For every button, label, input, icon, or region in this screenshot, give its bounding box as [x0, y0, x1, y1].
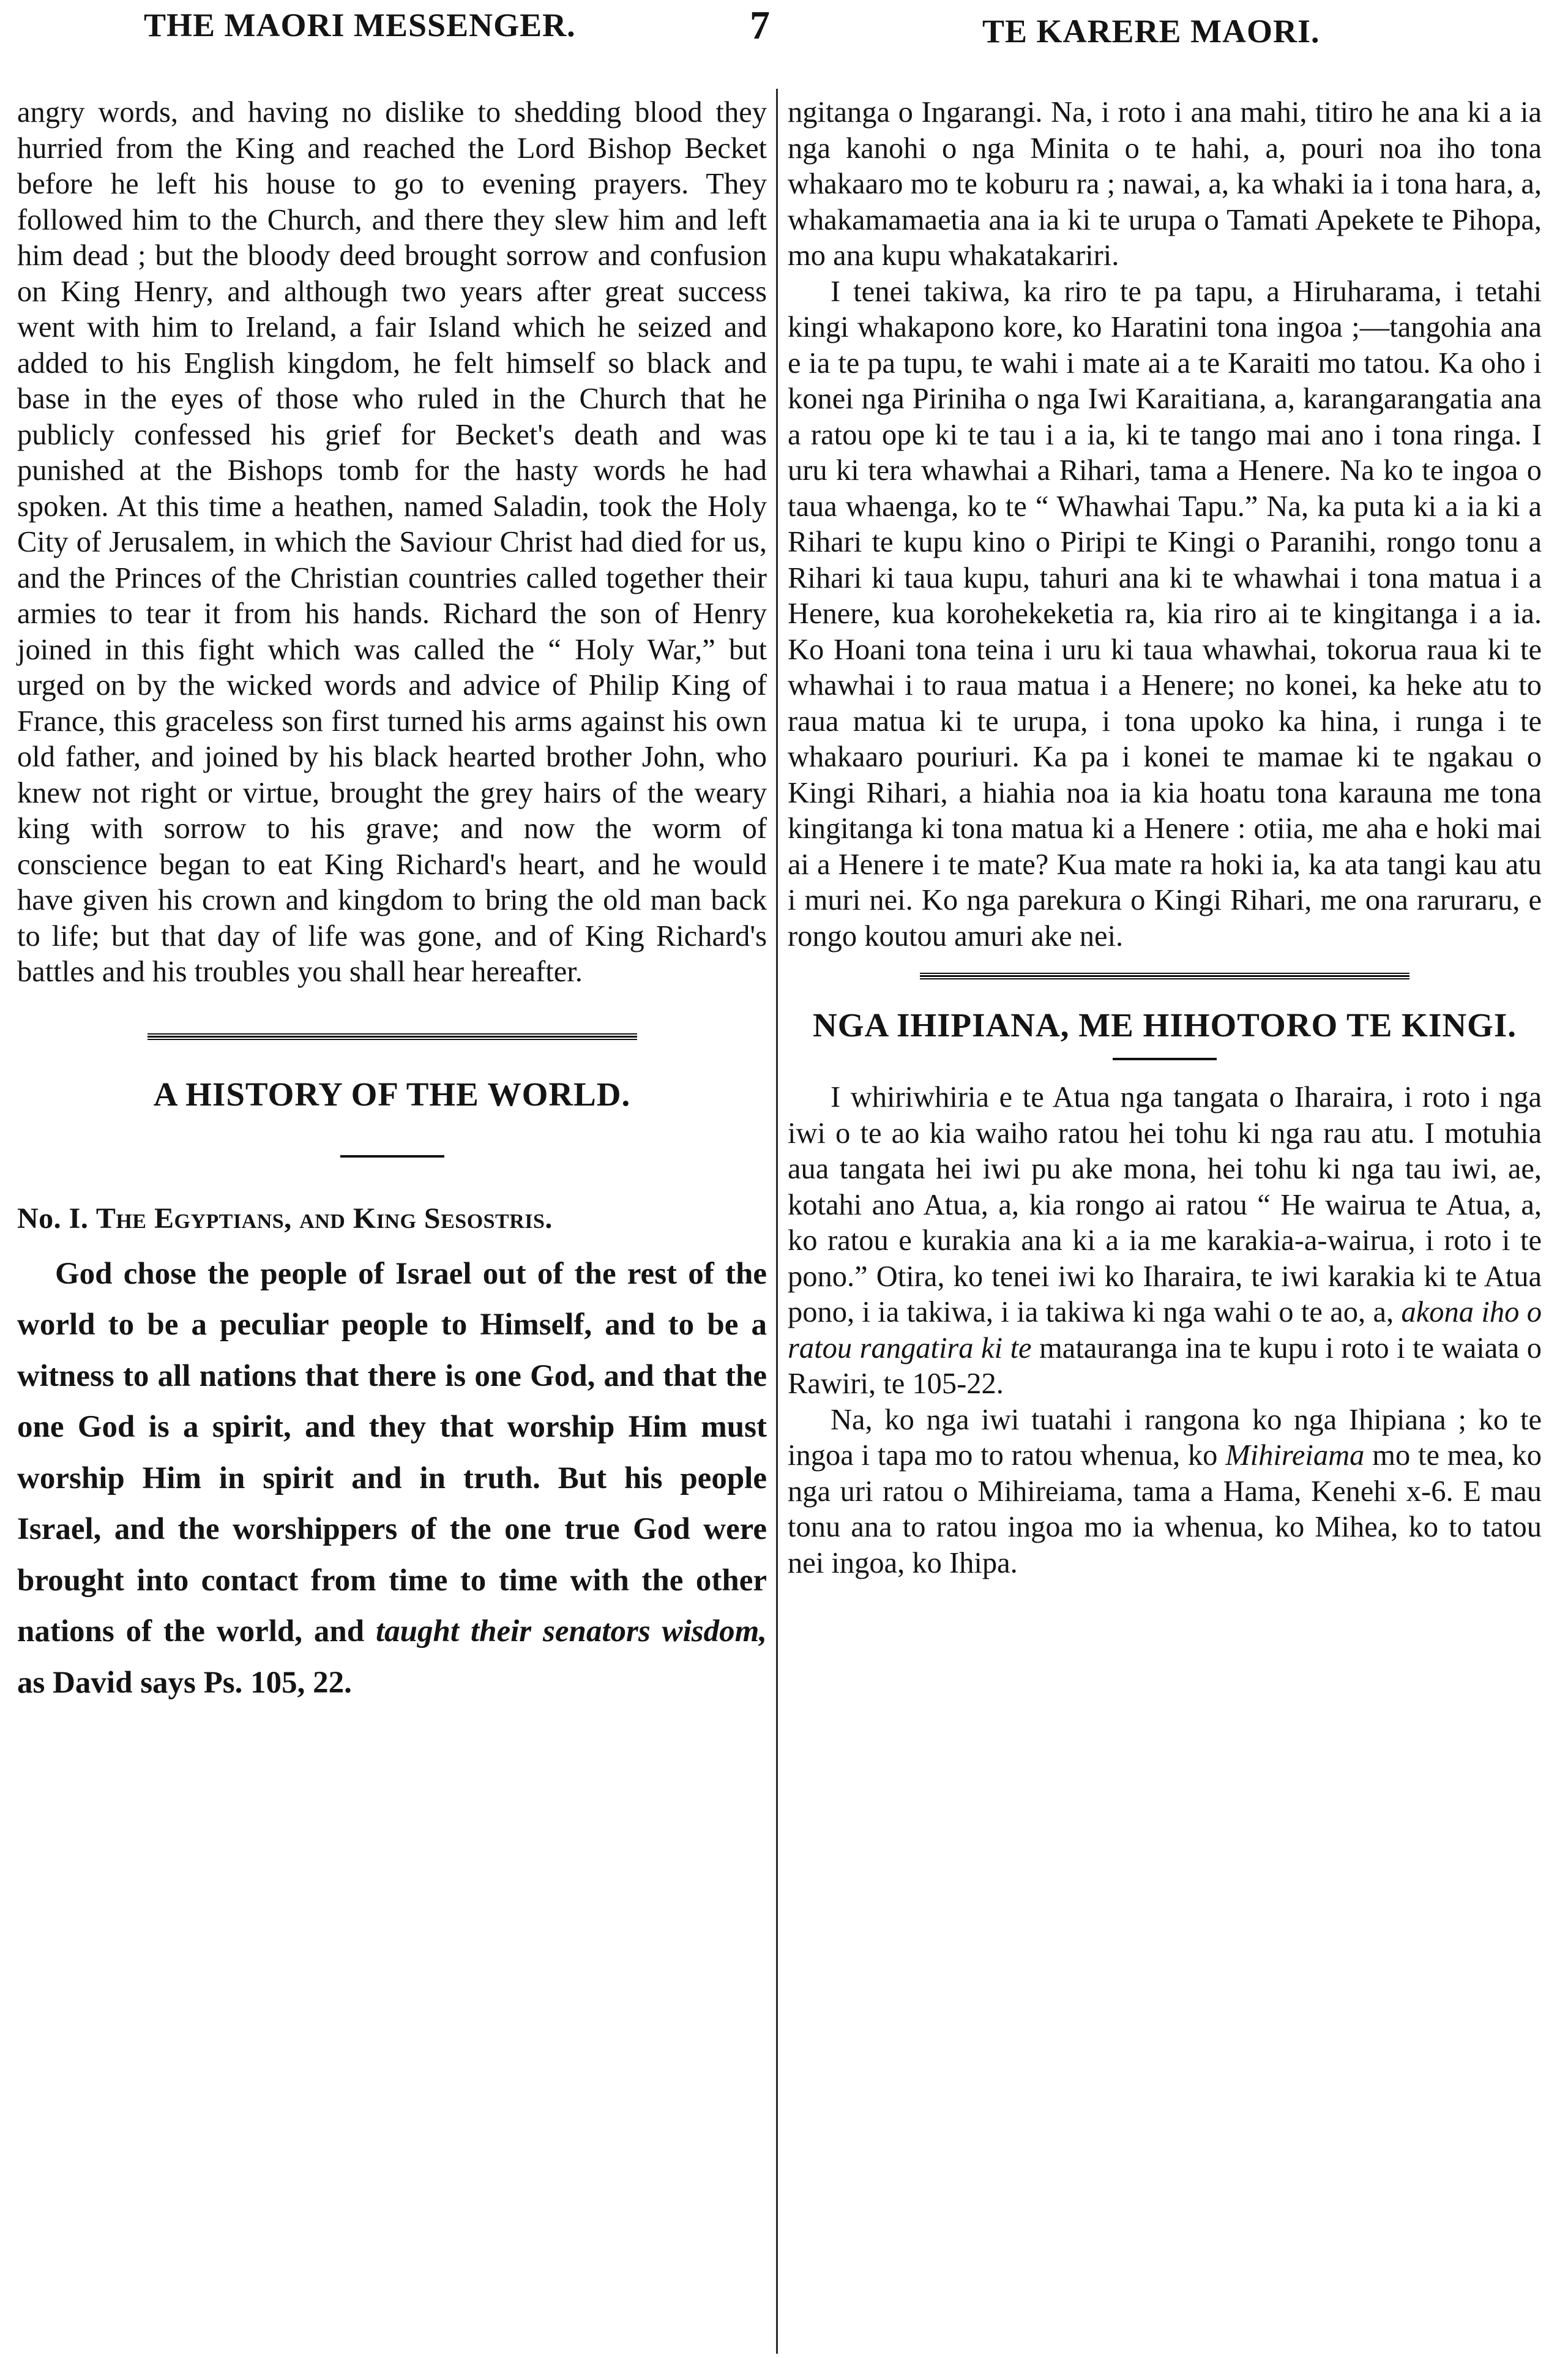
section-divider [147, 1033, 637, 1040]
page-number: 7 [750, 3, 770, 48]
history-paragraph-text: God chose the people of Israel out of the rest of the world to be a peculiar people to Himself, and to be a witness to all nations that there is one God, and that the one God is a spirit, and they that worship Him must worship Him in spirit and in truth. But his people Israel, and the worshippers of the one true God were brought into contact from time to time with the other nations of the world, and [17, 1256, 767, 1649]
maori-paragraph-holy-war: I tenei takiwa, ka riro te pa tapu, a Hiruharama, i tetahi kingi whakapono kore, ko Haratini tona ingoa ;—tangohia ana e ia te pa tupu, te wahi i mate ai a te Karaiti mo tatou. Ka oho i konei nga Piriniha o nga Iwi Karaitiana, a, karangarangatia ana a ratou ope ki te tau i a ia, ki te tango mai ano i tona ringa. I uru ki tera whawhai a Rihari, tama a Henere. Na ko te ingoa o taua whaenga, ko te “ Whawhai Tapu.” Na, ka puta ki a ia ki a Rihari te kupu kino o Piripi te Kingi o Paranihi, rongo tonu a Rihari ki taua kupu, tahuri ana ki te whawhai i tona matua i a Henere, kua korohekeketia ra, kia riro ai te kingitanga i a ia. Ko Hoani tona teina i uru ki taua whawhai, tokorua raua ki te whawhai i to raua matua i a Henere; no konei, ka heke atu to raua matua ki te urupa, i tona upoko ka hina, i runga i te whakaaro pouriuri. Ka pa i konei te mamae ki te ngakau o Kingi Rihari, a hiahia noa ia kia hoatu tona karauna me tona kingitanga ki tona matua ki a Henere : otiia, me aha e hoki mai ai a Henere i te mate? Kua mate ra hoki ia, ka ata tangi kau atu i muri nei. Ko nga parekura o Kingi Rihari, me ona raruraru, e rongo koutou amuri ake nei. [788, 275, 1542, 953]
english-column [17, 95, 767, 1709]
maori-paragraph-iharaira-italic: akona iho o ratou rangatira ki te [788, 1296, 1542, 1364]
column-separator [776, 89, 778, 2354]
maori-paragraph-ihipiana-text: Na, ko nga iwi tuatahi i rangona ko nga Ihipiana ; ko te ingoa i tapa mo to ratou whenua, ko [788, 1403, 1542, 1472]
subheading-title: The Egyptians, and King Sesostris. [95, 1202, 553, 1235]
english-paragraph-continued: angry words, and having no dislike to shedding blood they hurried from the King and reached the Lord Bishop Becket before he left his house to go to evening prayers. They followed him to the Church, and there they slew him and left him dead ; but the bloody deed brought sorrow and confusion on King Henry, and although two years after great success went with him to Ireland, a fair Island which he seized and added to his English kingdom, he felt himself so black and base in the eyes of those who ruled in the Church that he publicly confessed his grief for Becket's death and was punished at the Bishops tomb for the hasty words he had spoken. At this time a heathen, named Saladin, took the Holy City of Jerusalem, in which the Saviour Christ had died for us, and the Princes of the Christian countries called together their armies to tear it from his hands. Richard the son of Henry joined in this fight which was called the “ Holy War,” but urged on by the wicked words and advice of Philip King of France, this graceless son first turned his arms against his own old father, and joined by his black hearted brother John, who knew not right or virtue, brought the grey hairs of the weary king with sorrow to his grave; and now the worm of conscience began to eat King Richard's heart, and he would have given his crown and kingdom to bring the old man back to life; but that day of life was gone, and of King Richard's battles and his troubles you shall hear hereafter. [17, 96, 767, 988]
maori-paragraph-ihipiana [788, 1402, 1542, 1582]
maori-masthead-title: TE KARERE MAORI. [982, 13, 1320, 50]
section-heading-nga-ihipiana: NGA IHIPIANA, ME HIHOTORO TE KINGI. [813, 1006, 1517, 1044]
running-header [0, 3, 1568, 61]
maori-paragraph-iharaira-end: matauranga ina te kupu i roto i te waiata o Rawiri, te 105-22. [788, 1331, 1542, 1400]
english-masthead-title: THE MAORI MESSENGER. [144, 7, 576, 43]
maori-paragraph-ihipiana-italic: Mihireiama [1225, 1439, 1365, 1472]
maori-paragraph-iharaira-text: I whiriwhiria e te Atua nga tangata o Iharaira, i roto i nga iwi o te ao kia waiho ratou hei tohu ki nga rau atu. I motuhia aua tangata hei iwi pu ake mona, hei tohu ki nga tau iwi, ae, kotahi ano Atua, a, kia rongo ai ratou “ He wairua te Atua, a, ko ratou e kurakia ana ki a ia me karakia-a-wairua, i roto i te pono.” Otira, ko tenei iwi ko Iharaira, te iwi karakia ki te Atua pono, i ia takiwa, i ia takiwa ki nga wahi o te ao, a, [788, 1081, 1542, 1328]
subheading-number: No. I. [17, 1202, 89, 1235]
section-heading-history-of-world: A HISTORY OF THE WORLD. [153, 1075, 631, 1113]
history-paragraph-italic: taught their senators wisdom, [376, 1614, 767, 1649]
article-subheading [17, 1202, 767, 1235]
history-paragraph-text-end: as David says Ps. 105, 22. [17, 1665, 352, 1700]
maori-paragraph-ihipiana-end: mo te mea, ko nga uri ratou o Mihireiama, tama a Hama, Kenehi x-6. E mau tonu ana to ratou ingoa mo ia whenua, ko Mihea, ko to tatou nei ingoa, ko Ihipa. [788, 1439, 1542, 1579]
maori-column [788, 95, 1542, 1581]
maori-paragraph-continued: ngitanga o Ingarangi. Na, i roto i ana mahi, titiro he ana ki a ia nga kanohi o nga Minita o te hahi, a, pouri noa iho tona whakaaro mo te koburu ra ; nawai, a, ka whaki ia i tona hara, a, whakamamaetia ana ia ki te urupa o Tamati Apekete te Pihopa, mo ana kupu whakatakariri. [788, 96, 1542, 272]
history-paragraph [17, 1249, 767, 1709]
section-divider-maori [920, 973, 1409, 979]
maori-paragraph-iharaira [788, 1080, 1542, 1402]
